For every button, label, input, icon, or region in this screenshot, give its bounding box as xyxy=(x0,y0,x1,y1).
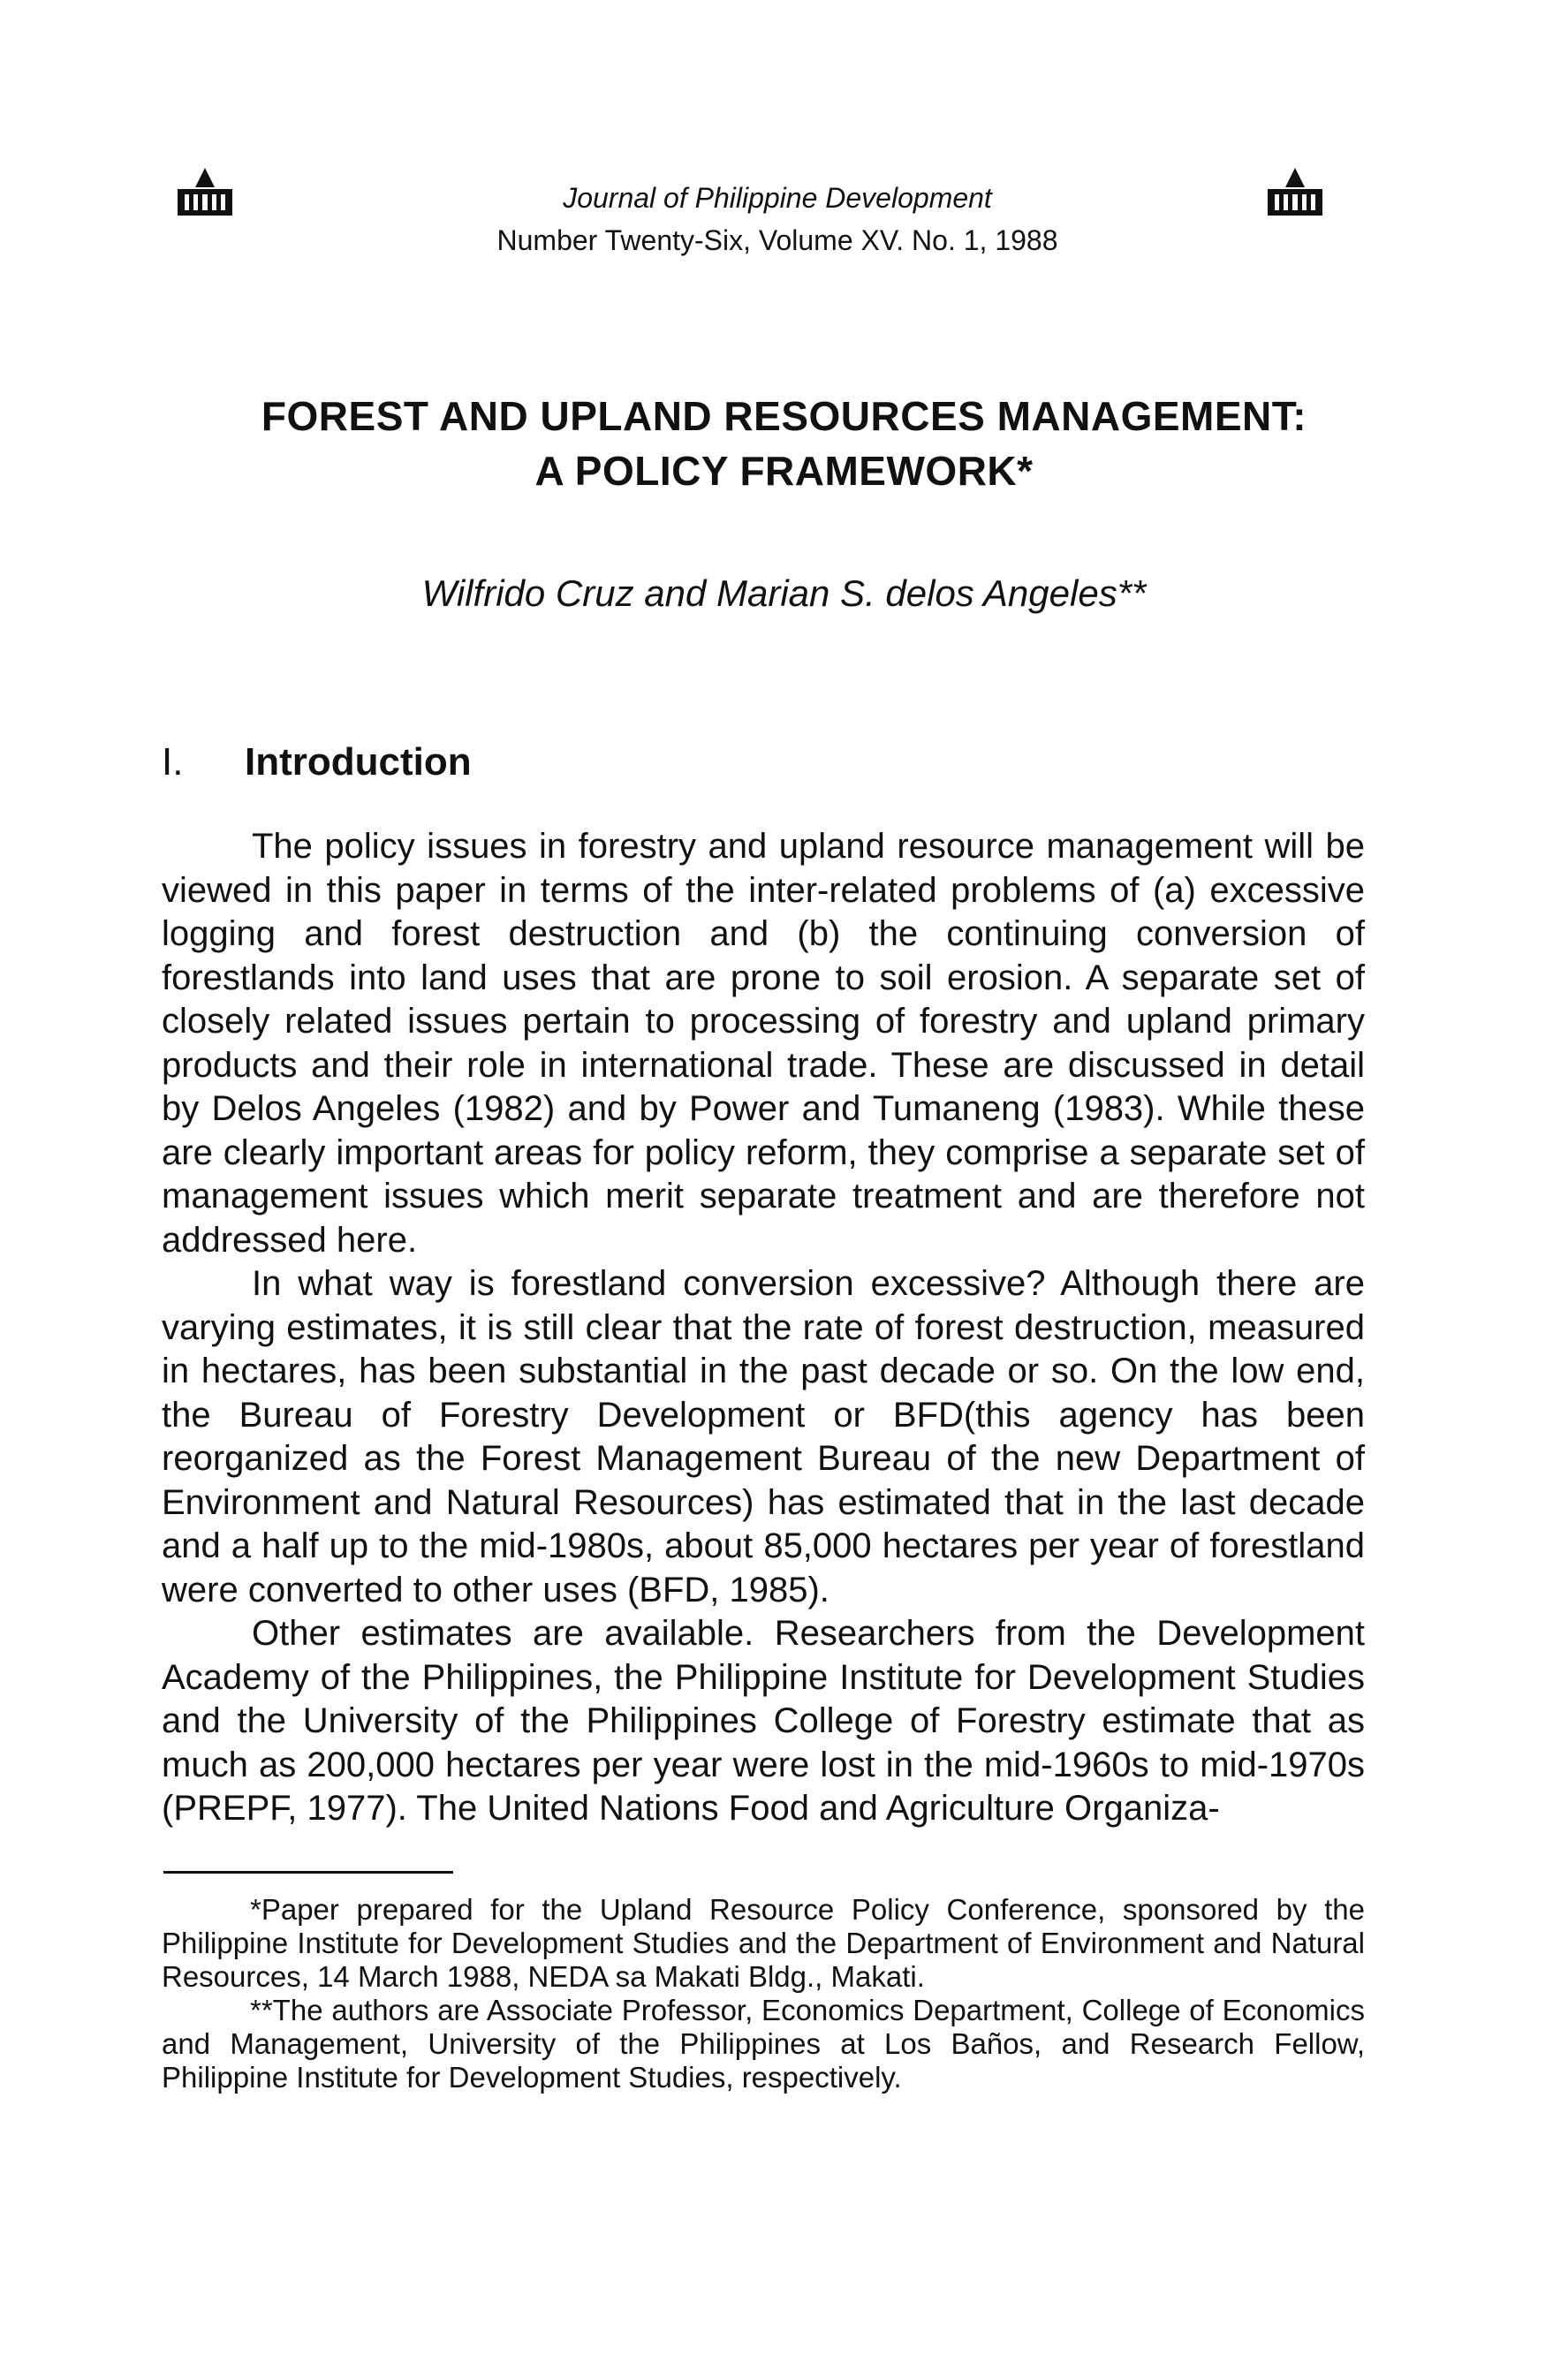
title-line-1: FOREST AND UPLAND RESOURCES MANAGEMENT: xyxy=(261,393,1307,439)
body-text xyxy=(162,825,1365,1831)
authors: Wilfrido Cruz and Marian S. delos Angeles** xyxy=(421,572,1147,614)
footnote-divider xyxy=(163,1871,453,1874)
paragraph: The policy issues in forestry and upland resource management will be viewed in this paper in terms of the inter-related problems of (a) excessive logging and forest destruction and (b) the continuing conversion of forestlands into land uses that are prone to soil erosion. A separate set of closely related issues pertain to processing of forestry and upland primary products and their role in international trade. These are discussed in detail by Delos Angeles (1982) and by Power and Tumaneng (1983). While these are clearly important areas for policy reform, they comprise a separate set of management issues which merit separate treatment and are therefore not addressed here. xyxy=(162,827,1365,1260)
title-line-2: A POLICY FRAMEWORK* xyxy=(534,448,1034,494)
footnote: **The authors are Associate Professor, Economics Department, College of Economics and Management, University of the Philippines at Los Baños, and Research Fellow, Philippine Institute for Development Studies, respectively. xyxy=(162,1994,1365,2094)
section-title: Introduction xyxy=(245,740,472,784)
footnotes xyxy=(162,1893,1365,2094)
paragraph: In what way is forestland conversion excessive? Although there are varying estimates, it is still clear that the rate of forest destruction, measured in hectares, has been substantial in the past decade or so. On the low end, the Bureau of Forestry Development or BFD(this agency has been reorganized as the Forest Management Bureau of the new Department of Environment and Natural Resources) has estimated that in the last decade and a half up to the mid-1980s, about 85,000 hectares per year of forestland were converted to other uses (BFD, 1985). xyxy=(162,1264,1365,1609)
article-title xyxy=(177,389,1391,498)
section-number: I. xyxy=(162,740,184,784)
section-heading xyxy=(162,738,472,787)
journal-name: Journal of Philippine Development xyxy=(563,182,992,214)
footnote: *Paper prepared for the Upland Resource Policy Conference, sponsored by the Philippine Institute for Development Studies and the Department of Environment and Natural Resources, 14 March 1988, NEDA sa Makati Bldg., Makati. xyxy=(162,1893,1365,1993)
pids-logo-icon xyxy=(176,166,234,219)
paragraph: Other estimates are available. Researchers from the Development Academy of the Philippines, the Philippine Institute for Development Studies and the University of the Philippines College of Forestry estimate that as much as 200,000 hectares per year were lost in the mid-1960s to mid-1970s (PREPF, 1977). The United Nations Food and Agriculture Organiza- xyxy=(162,1614,1365,1828)
running-head xyxy=(353,177,1201,261)
issue-line: Number Twenty-Six, Volume XV. No. 1, 1988 xyxy=(496,224,1058,256)
pids-logo-icon xyxy=(1266,166,1324,219)
